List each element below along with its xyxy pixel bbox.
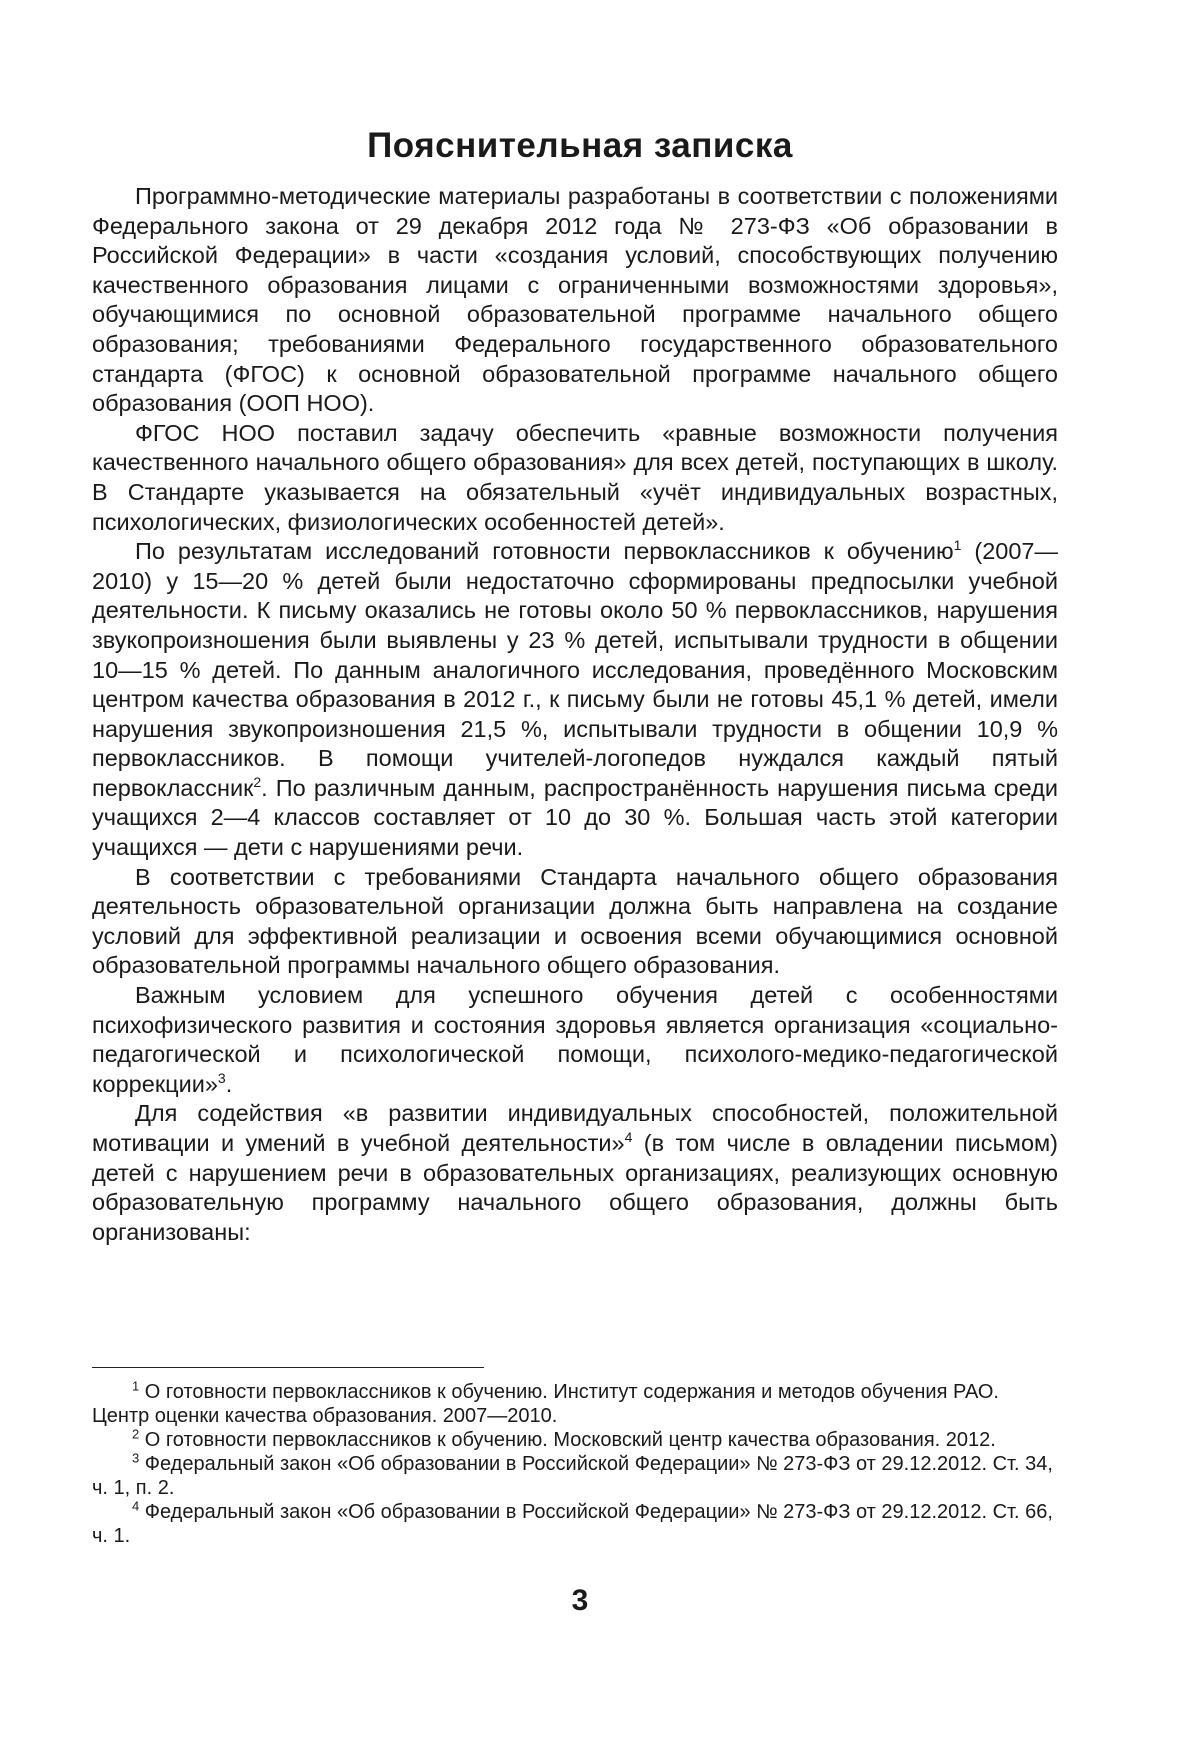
paragraph-6-text: Для содействия «в развитии индивидуальных способностей, положительной мотивации и умений в учебной деятельности» <box>92 1100 1058 1156</box>
footnote-4 <box>92 1500 1058 1548</box>
paragraph-4-text: В соответствии с требованиями Стандарта начального общего образования деятельность образовательной организации должна быть направлена на создание условий для эффективной реализации и освоения всеми обучающимися основной образовательной программы начального общего образования. <box>92 863 1058 979</box>
footnote-mark: 4 <box>132 1498 140 1514</box>
paragraph-1-text: Программно-методические материалы разработаны в соответствии с положениями Федерального закона от 29 декабря 2012 года № 273-ФЗ «Об образовании в Российской Федерации» в части «создания условий, способствующих получению качественного образования лицами с ограниченными возможностями здоровья», обучающимися по основной образовательной программе начального общего образования; требованиями Федерального государственного образовательного стандарта (ФГОС) к основной образовательной программе начального общего образования (ООП НОО). <box>92 183 1058 417</box>
paragraph-6-text-end: (в том числе в овладении письмом) детей с нарушением речи в образовательных организациях, реализующих основную образовательную программу начального общего образования, должны быть организованы: <box>92 1130 1058 1245</box>
paragraph-3-text: По результатам исследований готовности первоклассников к обучению <box>135 538 954 565</box>
footnote-text: О готовности первоклассников к обучению. Институт содержания и методов обучения РАО. Центр оценки качества образования. 2007—2010. <box>92 1381 999 1427</box>
paragraph-3 <box>92 537 1058 863</box>
footnote-ref-2: 2 <box>253 774 262 791</box>
paragraph-4 <box>92 863 1058 981</box>
footnotes <box>92 1380 1058 1548</box>
footnote-mark: 3 <box>132 1450 140 1466</box>
paragraph-2-text: ФГОС НОО поставил задачу обеспечить «равные возможности получения качественного начального общего образования» для всех детей, поступающих в школу. В Стандарте указывается на обязательный «учёт индивидуальных возрастных, психологических, физиологических особенностей детей». <box>92 419 1058 535</box>
paragraph-6 <box>92 1099 1058 1247</box>
paragraph-3-text-end: . По различным данным, распространённость нарушения письма среди учащихся 2—4 классов составляет от 10 до 30 %. Большая часть этой категории учащихся — дети с нарушениями речи. <box>92 774 1058 861</box>
footnote-text: Федеральный закон «Об образовании в Российской Федерации» № 273-ФЗ от 29.12.2012. Ст. 34, ч. 1, п. 2. <box>92 1453 1053 1499</box>
footnote-1 <box>92 1380 1058 1428</box>
paragraph-5-text: Важным условием для успешного обучения детей с особенностями психофизического развития и состояния здоровья является организация «социально-педагогической и психологической помощи, психолого-медико-педагогической коррекции» <box>92 982 1058 1097</box>
footnote-ref-4: 4 <box>624 1129 633 1146</box>
footnote-3 <box>92 1452 1058 1500</box>
paragraph-5 <box>92 981 1058 1099</box>
main-text <box>92 182 1058 1247</box>
footnote-ref-3: 3 <box>217 1069 226 1086</box>
footnote-2 <box>92 1428 1058 1452</box>
footnote-ref-1: 1 <box>953 537 962 554</box>
footnote-text: Федеральный закон «Об образовании в Российской Федерации» № 273-ФЗ от 29.12.2012. Ст. 66, ч. 1. <box>92 1501 1053 1547</box>
page-number: 3 <box>571 1584 589 1617</box>
footnote-mark: 1 <box>132 1378 140 1394</box>
paragraph-1 <box>92 182 1058 419</box>
paragraph-5-text-end: . <box>225 1070 233 1097</box>
paragraph-3-text-cont: (2007—2010) у 15—20 % детей были недостаточно сформированы предпосылки учебной деятельности. К письму оказались не готовы около 50 % первоклассников, нарушения звукопроизношения были выявлены у 23 % детей, испытывали трудности в общении 10—15 % детей. По данным аналогичного исследования, проведённого Московским центром качества образования в 2012 г., к письму были не готовы 45,1 % детей, имели нарушения звукопроизношения 21,5 %, испытывали трудности в общении 10,9 % первоклассников. В помощи учителей-логопедов нуждался каждый пятый первоклассник <box>92 538 1058 801</box>
footnote-text: О готовности первоклассников к обучению. Московский центр качества образования. 2012. <box>139 1429 996 1451</box>
page-title: Пояснительная записка <box>367 126 793 165</box>
footnote-divider <box>92 1367 484 1368</box>
paragraph-2 <box>92 419 1058 537</box>
footnote-mark: 2 <box>132 1426 140 1442</box>
